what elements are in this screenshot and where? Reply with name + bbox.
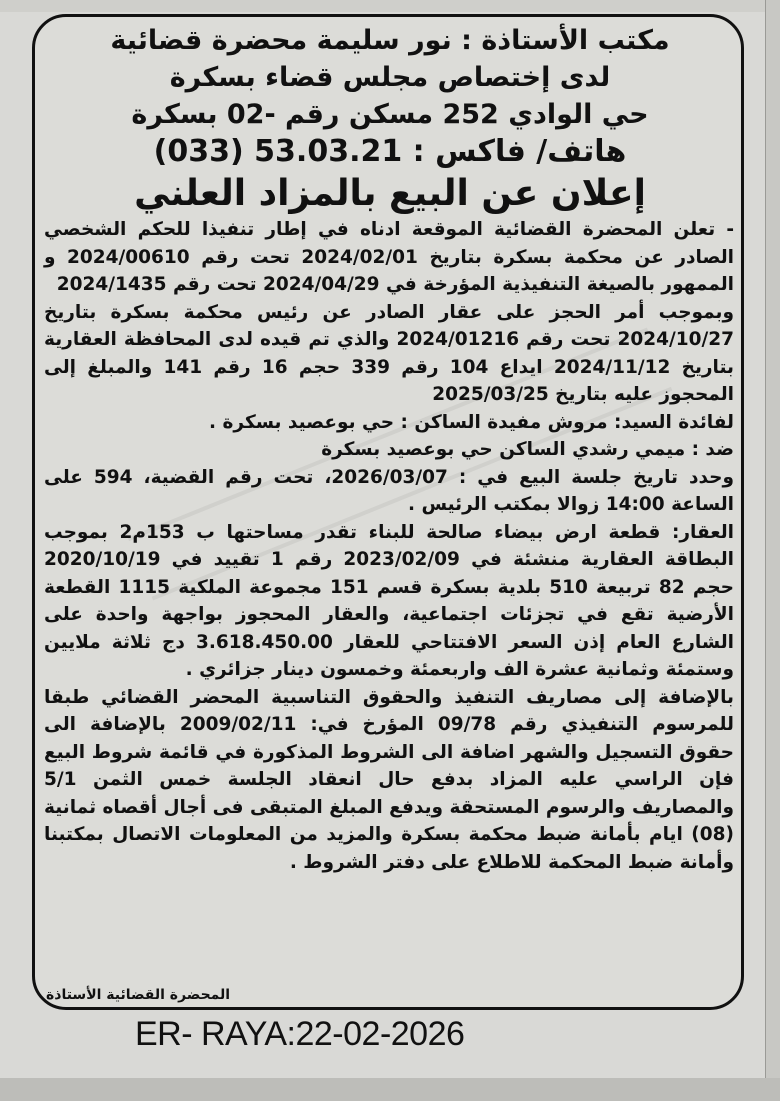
paragraph-debtor: ضد : ميمي رشدي الساكن حي بوعصيد بسكرة [321, 439, 734, 460]
phone-fax: هاتف/ فاكس : 53.03.21 (033) [153, 134, 627, 169]
office-address: حي الوادي 252 مسكن رقم -02 بسكرة [131, 99, 649, 130]
publication-date: ER- RAYA:22-02-2026 [135, 1015, 465, 1053]
paragraph-seizure-order: وبموجب أمر الحجز على عقار الصادر عن رئيس محكمة بسكرة بتاريخ 2024/10/27 تحت رقم 2024/01216 والذي تم قيده لدى المحافظة العقارية بتاريخ 2024/11/12 ايداع 104 رقم 339 حجم 16 رقم 141 والمبلغ إلى المحجوز عليه بتاريخ 2025/03/25 [44, 301, 734, 405]
paragraph-sale-date: وحدد تاريخ جلسة البيع في : 2026/03/07، تحت رقم القضية، 594 على الساعة 14:00 زوالا بمكتب الرئيس . [44, 466, 734, 515]
newspaper-top-edge [0, 0, 780, 12]
office-name: مكتب الأستاذة : نور سليمة محضرة قضائية [110, 25, 670, 56]
adjacent-column-edge [765, 0, 780, 1101]
notice-title: إعلان عن البيع بالمزاد العلني [134, 173, 646, 214]
jurisdiction: لدى إختصاص مجلس قضاء بسكرة [169, 62, 611, 93]
notice-content [40, 22, 740, 876]
notice-body [40, 216, 740, 876]
newspaper-bottom-edge [0, 1078, 780, 1101]
paragraph-property: العقار: قطعة ارض بيضاء صالحة للبناء تقدر مساحتها ب 153م2 بموجب البطاقة العقارية منشئة في 2023/02/09 رقم 1 تقييد في 2020/10/19 حجم 82 تربيعة 510 بلدية بسكرة قسم 151 مجموعة الملكية 1115 القطعة الأرضية تقع في تجزئات اجتماعية، والعقار المحجوز بواجهة واحدة على الشارع العام إذن السعر الافتتاحي للعقار 3.618.450.00 دج ثلاثة ملايين وستمئة وثمانية عشرة الف واربعمئة وخمسون دينار جزائري . [44, 521, 734, 680]
paragraph-judgment: - تعلن المحضرة القضائية الموقعة ادناه في إطار تنفيذا للحكم الشخصي الصادر عن محكمة بسكرة بتاريخ 2024/02/01 تحت رقم 2024/00610 و الممهور بالصيغة التنفيذية المؤرخة في 2024/04/29 تحت رقم 2024/1435 [44, 219, 734, 295]
paragraph-fees: بالإضافة إلى مصاريف التنفيذ والحقوق التناسبية المحضر القضائي طبقا للمرسوم التنفيذي رقم 09/78 المؤرخ في: 2009/02/11 بالإضافة الى حقوق التسجيل والشهر اضافة الى الشروط المذكورة في قائمة شروط البيع فإن الراسي عليه المزاد بدفع حال انعقاد الجلسة خمس الثمن 5/1 والمصاريف والرسوم المستحقة ويدفع المبلغ المتبقى فى أجال أقصاه ثمانية (08) ايام بأمانة ضبط محكمة بسكرة والمزيد من المعلومات الاتصال بمكتبنا وأمانة ضبط المحكمة للاطلاع على دفتر الشروط . [44, 686, 734, 873]
paragraph-beneficiary: لفائدة السيد: مروش مفيدة الساكن : حي بوعصيد بسكرة . [209, 411, 734, 433]
signature: المحضرة القضائية الأستاذة [46, 987, 231, 1003]
